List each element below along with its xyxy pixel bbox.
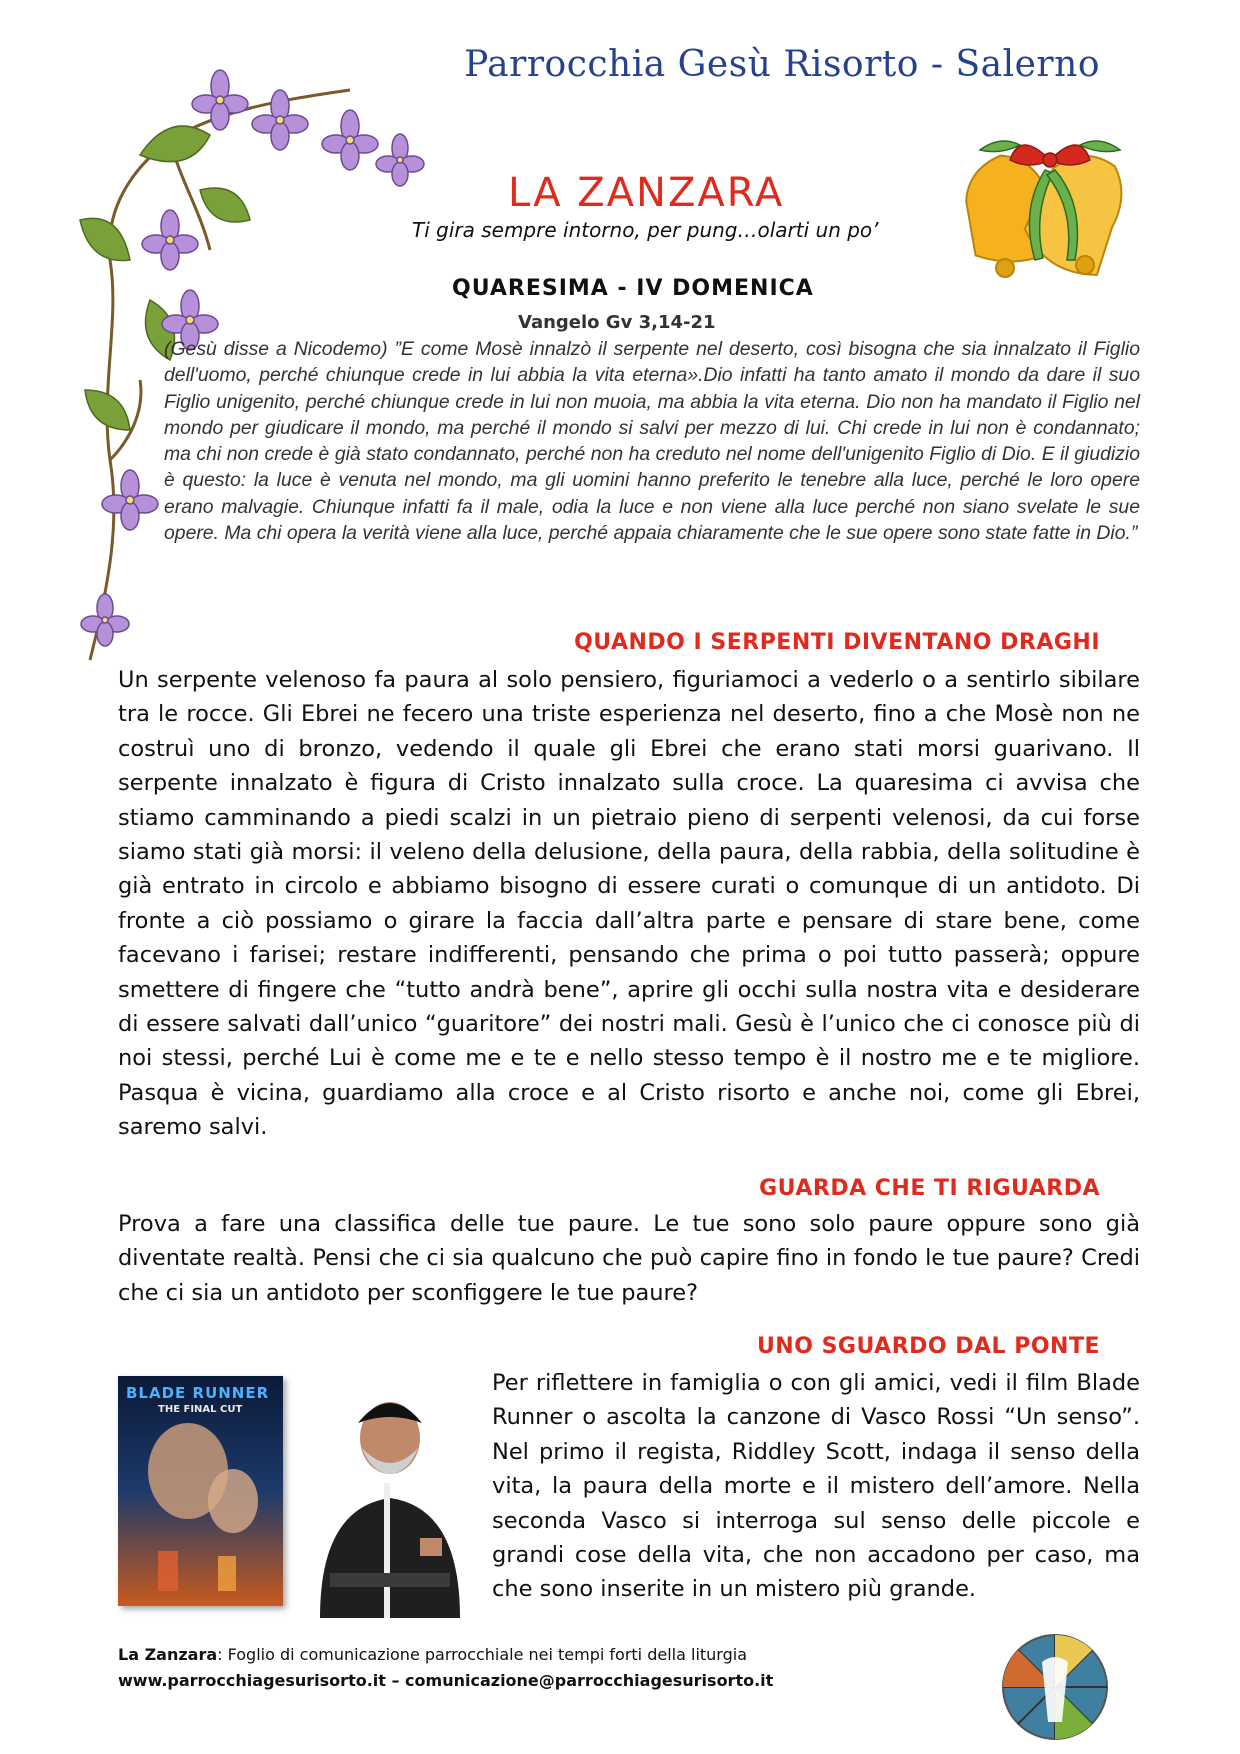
section-text-serpents: Un serpente velenoso fa paura al solo pensiero, figuriamoci a vederlo o a sentirlo sibilare tra le rocce. Gli Ebrei ne fecero una triste esperienza nel deserto, fino a che Mosè non ne costruì uno di bronzo, vedendo il quale gli Ebrei che erano stati morsi guarivano. Il serpente innalzato è figura di Cristo innalzato sulla croce. La quaresima ci avvisa che stiamo camminando a piedi scalzi in un pietraio pieno di serpenti velenosi, da cui forse siamo stati già morsi: il veleno della delusione, della paura, della rabbia, della solitudine è già entrato in circolo e abbiamo bisogno di essere curati o comunque di un antidoto. Di fronte a ciò possiamo o girare la faccia dall’altra parte e pensare di stare bene, come facevano i farisei; restare indifferenti, pensando che prima o poi tutto passerà; oppure smettere di fingere che “tutto andrà bene”, aprire gli occhi sulla nostra vita e desiderare di essere salvati dall’unico “guaritore” dei nostri mali. Gesù è l’unico che ci conosce più di noi stessi, perché Lui è come me e te e nello stesso tempo è il nostro me e te migliore. Pasqua è vicina, guardiamo alla croce e al Cristo risorto e anche noi, come gli Ebrei, saremo salvi. <box>118 667 1140 1141</box>
section-text-reflection: Prova a fare una classifica delle tue paure. Le tue sono solo paure oppure sono già diventate realtà. Pensi che ci sia qualcuno che può capire fino in fondo le tue paure? Credi che ci sia un antidoto per sconfiggere le tue paure? <box>118 1211 1140 1306</box>
section-text-bridge: Per riflettere in famiglia o con gli amici, vedi il film Blade Runner o ascolta la canzone di Vasco Rossi “Un senso”. Nel primo il regista, Riddley Scott, indaga il senso della vita, la paura della morte e il mistero dell’amore. Nella seconda Vasco si interroga sul senso delle piccole e grandi cose della vita, che non accadono per caso, ma che sono inserite in un mistero più grande. <box>492 1370 1140 1603</box>
blade-runner-poster <box>118 1376 283 1606</box>
poster-title: BLADE RUNNER <box>126 1384 270 1402</box>
gospel-text: (Gesù disse a Nicodemo) ”E come Mosè innalzò il serpente nel deserto, così bisogna che sia innalzato il Figlio dell'uomo, perché chiunque crede in lui abbia la vita eterna».Dio infatti ha tanto amato il mondo da dare il suo Figlio unigenito, perché chiunque crede in lui non muoia, ma abbia la vita eterna. Dio non ha mandato il Figlio nel mondo per giudicare il mondo, ma perché il mondo si salvi per mezzo di lui. Chi crede in lui non è condannato; ma chi non crede è già stato condannato, perché non ha creduto nel nome dell'unigenito Figlio di Dio. E il giudizio è questo: la luce è venuta nel mondo, ma gli uomini hanno preferito le tenebre alla luce, perché le loro opere erano malvagie. Chiunque infatti fa il male, odia la luce e non viene alla luce perché non siano svelate le sue opere. Ma chi opera la verità viene alla luce, perché appaia chiaramente che le sue opere sono state fatte in Dio.” <box>164 338 1140 545</box>
parish-name: Parrocchia Gesù Risorto - Salerno <box>464 44 1100 85</box>
parish-logo <box>1000 1632 1110 1742</box>
section-title-serpents: QUANDO I SERPENTI DIVENTANO DRAGHI <box>574 630 1100 655</box>
liturgical-season: QUARESIMA - IV DOMENICA <box>452 276 814 301</box>
newsletter-motto: Ti gira sempre intorno, per pung…olarti un po’ <box>412 218 879 242</box>
section-title-bridge: UNO SGUARDO DAL PONTE <box>756 1334 1100 1359</box>
newsletter-title: LA ZANZARA <box>508 170 785 216</box>
section-title-reflection: GUARDA CHE TI RIGUARDA <box>759 1176 1100 1201</box>
gospel-reference: Vangelo Gv 3,14-21 <box>518 312 716 333</box>
poster-subtitle: THE FINAL CUT <box>158 1404 243 1415</box>
christmas-bells-illustration <box>950 130 1150 300</box>
footer-description-line <box>118 1642 773 1668</box>
footer-description: : Foglio di comunicazione parrocchiale nei tempi forti della liturgia <box>217 1645 747 1664</box>
footer-newsletter-name: La Zanzara <box>118 1645 218 1664</box>
vasco-rossi-photo <box>300 1368 480 1618</box>
footer <box>118 1642 773 1694</box>
footer-links[interactable]: www.parrocchiagesurisorto.it – comunicazione@parrocchiagesurisorto.it <box>118 1671 774 1690</box>
